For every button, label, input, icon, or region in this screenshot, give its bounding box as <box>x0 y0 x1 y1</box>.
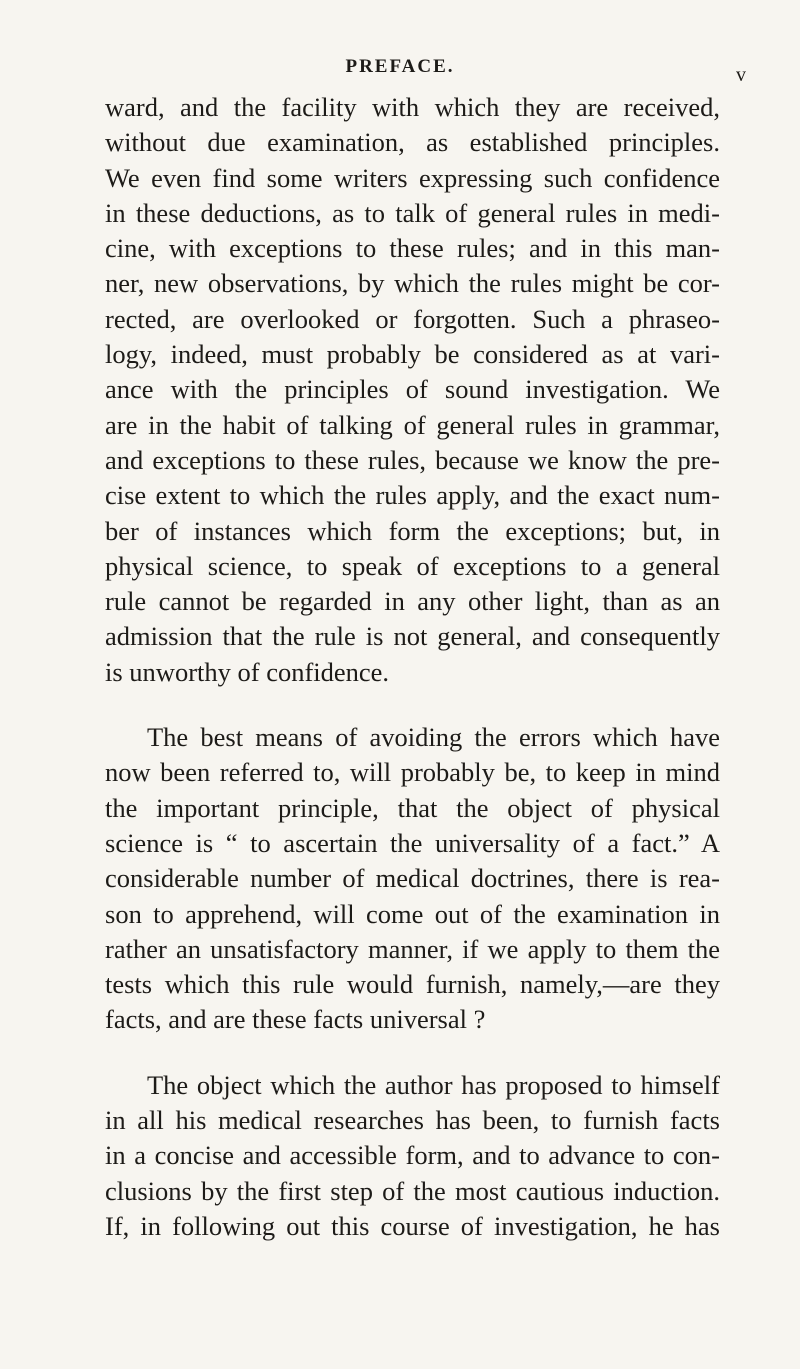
text-line: ner, new observations, by which the rules might be cor- <box>105 268 720 299</box>
text-line: now been referred to, will probably be, to keep in mind <box>105 757 720 788</box>
text-line: facts, and are these facts universal ? <box>105 1004 486 1035</box>
text-line: rule cannot be regarded in any other light, than as an <box>105 586 720 617</box>
body-text <box>105 90 720 1244</box>
text-line: considerable number of medical doctrines, there is rea- <box>105 863 720 894</box>
text-line: clusions by the first step of the most cautious induction. <box>105 1175 720 1206</box>
text-line: We even find some writers expressing such confidence <box>105 162 720 193</box>
paragraph-1 <box>105 90 720 690</box>
text-line: in these deductions, as to talk of general rules in medi- <box>105 197 720 228</box>
text-line: admission that the rule is not general, and consequently <box>105 621 720 652</box>
text-line: science is “ to ascertain the universality of a fact.” A <box>105 827 720 858</box>
text-line: the important principle, that the object of physical <box>105 792 720 823</box>
running-head: PREFACE. <box>345 56 455 77</box>
text-line: If, in following out this course of investigation, he has <box>105 1210 720 1241</box>
text-line: physical science, to speak of exceptions to a general <box>105 550 720 581</box>
text-line: in a concise and accessible form, and to advance to con- <box>105 1140 720 1171</box>
text-line: tests which this rule would furnish, namely,—are they <box>105 969 720 1000</box>
text-line: in all his medical researches has been, to furnish facts <box>105 1105 720 1136</box>
text-line: logy, indeed, must probably be considered as at vari- <box>105 339 720 370</box>
text-line: cise extent to which the rules apply, and the exact num- <box>105 480 720 511</box>
text-line: is unworthy of confidence. <box>105 656 390 687</box>
text-line: without due examination, as established principles. <box>105 127 720 158</box>
text-line: and exceptions to these rules, because we know the pre- <box>105 444 720 475</box>
text-line: son to apprehend, will come out of the examination in <box>105 898 720 929</box>
text-line: The object which the author has proposed to himself <box>147 1069 720 1100</box>
text-line: rather an unsatisfactory manner, if we apply to them the <box>105 933 720 964</box>
paragraph-2 <box>105 720 720 1038</box>
paragraph-3 <box>105 1068 720 1244</box>
text-line: cine, with exceptions to these rules; and in this man- <box>105 233 720 264</box>
page-number: v <box>736 64 746 86</box>
text-line: rected, are overlooked or forgotten. Such a phraseo- <box>105 303 720 334</box>
text-line: ance with the principles of sound investigation. We <box>105 374 720 405</box>
text-line: The best means of avoiding the errors which have <box>147 722 720 753</box>
text-line: are in the habit of talking of general rules in grammar, <box>105 409 720 440</box>
text-line: ber of instances which form the exceptions; but, in <box>105 515 720 546</box>
text-line: ward, and the facility with which they are received, <box>105 92 720 122</box>
